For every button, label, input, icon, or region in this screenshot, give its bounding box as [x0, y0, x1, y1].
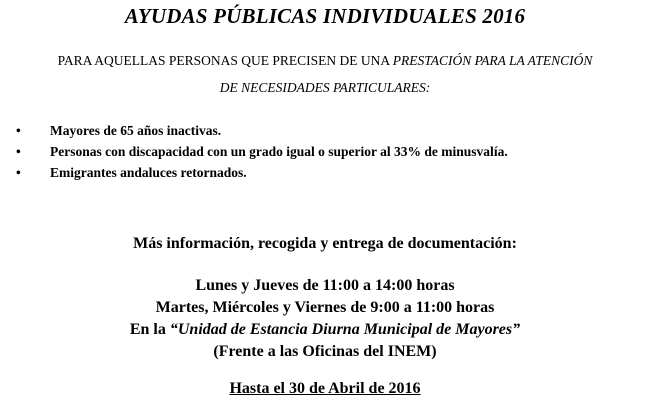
bullet-icon: •	[16, 144, 21, 159]
info-heading: Más información, recogida y entrega de documentación:	[133, 235, 517, 252]
deadline-text: Hasta el 30 de Abril de 2016	[229, 380, 421, 397]
intro-line-2	[0, 80, 650, 96]
intro-emphasis: PRESTACIÓN PARA LA ATENCIÓN	[392, 53, 593, 68]
intro-emphasis-continued: DE NECESIDADES PARTICULARES:	[219, 80, 431, 95]
location-prefix: En la	[129, 321, 170, 338]
deadline-line	[0, 380, 650, 398]
document-title: AYUDAS PÚBLICAS INDIVIDUALES 2016	[124, 4, 526, 28]
location-note: (Frente a las Oficinas del INEM)	[213, 343, 437, 360]
location-name: “Unidad de Estancia Diurna Municipal de Mayores”	[169, 321, 521, 338]
schedule-line-1: Lunes y Jueves de 11:00 a 14:00 horas	[195, 277, 455, 294]
intro-line-1	[0, 53, 650, 69]
bullet-icon: •	[16, 165, 21, 180]
list-item-text: Mayores de 65 años inactivas.	[50, 123, 222, 138]
bullet-icon: •	[16, 123, 21, 138]
intro-text: PARA AQUELLAS PERSONAS QUE PRECISEN DE UNA	[57, 53, 393, 68]
schedule-line-2: Martes, Miércoles y Viernes de 9:00 a 11:00 horas	[155, 299, 495, 316]
list-item-text: Personas con discapacidad con un grado igual o superior al 33% de minusvalía.	[50, 144, 508, 159]
location-line	[0, 321, 650, 339]
list-item-text: Emigrantes andaluces retornados.	[50, 165, 247, 180]
